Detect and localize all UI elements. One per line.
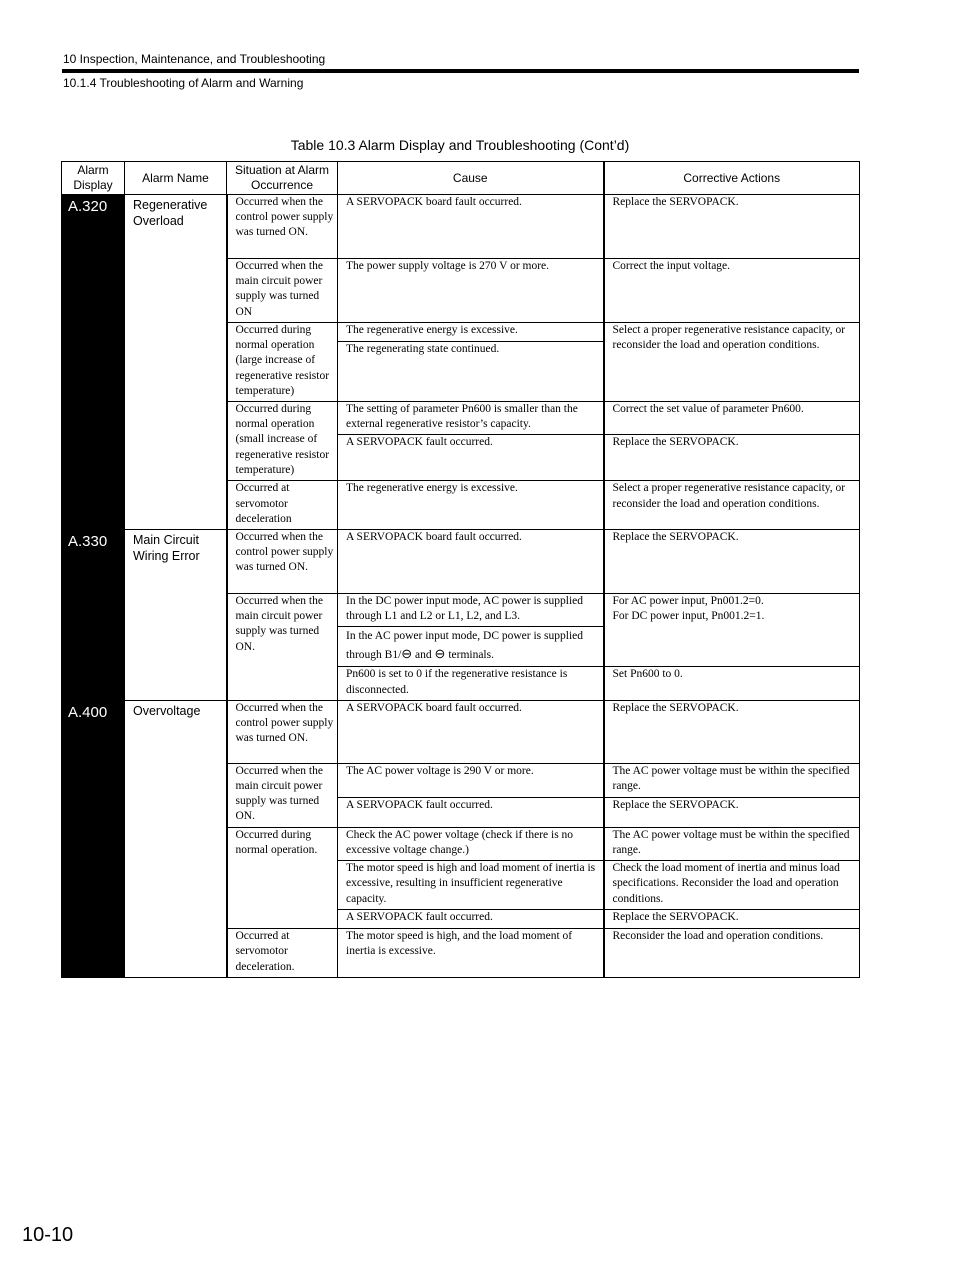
action-cell: Correct the set value of parameter Pn600. xyxy=(604,402,860,435)
cause-cell: The regenerating state continued. xyxy=(338,342,604,402)
cause-text: In the AC power input mode, DC power is supplied through B1/ xyxy=(346,630,584,662)
header-alarm-display: Alarm Display xyxy=(62,162,125,195)
minus-terminal-icon: ⊖ xyxy=(434,646,446,662)
table-header-row xyxy=(62,162,860,195)
header-alarm-name: Alarm Name xyxy=(125,162,227,195)
situation-cell: Occurred during normal operation (small increase of regenerative resistor temperature) xyxy=(227,402,338,481)
situation-cell: Occurred at servomotor deceleration. xyxy=(227,929,338,978)
alarm-code: A.330 xyxy=(62,530,125,701)
alarm-name: Overvoltage xyxy=(125,700,227,977)
cause-cell: A SERVOPACK board fault occurred. xyxy=(338,700,604,763)
action-cell: Correct the input voltage. xyxy=(604,259,860,323)
cause-cell xyxy=(338,627,604,667)
cause-cell: A SERVOPACK board fault occurred. xyxy=(338,530,604,594)
action-line: For AC power input, Pn001.2=0. xyxy=(612,595,764,608)
header-cause: Cause xyxy=(338,162,604,195)
action-cell: Replace the SERVOPACK. xyxy=(604,195,860,259)
cause-cell: The regenerative energy is excessive. xyxy=(338,481,604,530)
action-cell xyxy=(604,594,860,667)
alarm-code: A.400 xyxy=(62,700,125,977)
cause-cell: Pn600 is set to 0 if the regenerative resistance is disconnected. xyxy=(338,667,604,700)
table-caption: Table 10.3 Alarm Display and Troubleshooting (Cont’d) xyxy=(290,137,630,153)
action-cell: The AC power voltage must be within the specified range. xyxy=(604,763,860,797)
chapter-header: 10 Inspection, Maintenance, and Troubleshooting xyxy=(63,52,326,66)
action-cell: Replace the SERVOPACK. xyxy=(604,700,860,763)
cause-text: terminals. xyxy=(448,649,494,662)
cause-cell: The AC power voltage is 290 V or more. xyxy=(338,763,604,797)
action-cell: Set Pn600 to 0. xyxy=(604,667,860,700)
situation-cell: Occurred when the control power supply was turned ON. xyxy=(227,195,338,259)
cause-cell: The power supply voltage is 270 V or more. xyxy=(338,259,604,323)
cause-cell: A SERVOPACK board fault occurred. xyxy=(338,195,604,259)
cause-cell: A SERVOPACK fault occurred. xyxy=(338,910,604,929)
section-header: 10.1.4 Troubleshooting of Alarm and Warning xyxy=(63,76,304,90)
table-row xyxy=(62,195,860,259)
situation-cell: Occurred when the control power supply was turned ON. xyxy=(227,530,338,594)
cause-cell: In the DC power input mode, AC power is supplied through L1 and L2 or L1, L2, and L3. xyxy=(338,594,604,627)
header-rule xyxy=(62,69,859,73)
cause-cell: A SERVOPACK fault occurred. xyxy=(338,435,604,481)
cause-cell: The motor speed is high and load moment of inertia is excessive, resulting in insufficient regenerative capacity. xyxy=(338,861,604,910)
cause-cell: The motor speed is high, and the load moment of inertia is excessive. xyxy=(338,929,604,978)
table-row xyxy=(62,530,860,594)
alarm-name: Regenerative Overload xyxy=(125,195,227,530)
situation-cell: Occurred when the main circuit power supply was turned ON. xyxy=(227,763,338,827)
action-cell: Check the load moment of inertia and minus load specifications. Reconsider the load and operation conditions. xyxy=(604,861,860,910)
alarm-name: Main Circuit Wiring Error xyxy=(125,530,227,701)
alarm-code: A.320 xyxy=(62,195,125,530)
situation-cell: Occurred during normal operation (large increase of regenerative resistor temperature) xyxy=(227,323,338,402)
situation-cell: Occurred when the main circuit power supply was turned ON xyxy=(227,259,338,323)
action-cell: Select a proper regenerative resistance capacity, or reconsider the load and operation conditions. xyxy=(604,323,860,402)
situation-cell: Occurred when the control power supply was turned ON. xyxy=(227,700,338,763)
table-row xyxy=(62,700,860,763)
page-number: 10-10 xyxy=(22,1224,74,1246)
cause-cell: The regenerative energy is excessive. xyxy=(338,323,604,342)
minus-terminal-icon: ⊖ xyxy=(401,646,413,662)
cause-cell: The setting of parameter Pn600 is smaller than the external regenerative resistor’s capacity. xyxy=(338,402,604,435)
action-cell: The AC power voltage must be within the specified range. xyxy=(604,827,860,860)
header-situation: Situation at Alarm Occurrence xyxy=(227,162,338,195)
situation-cell: Occurred at servomotor deceleration xyxy=(227,481,338,530)
cause-cell: A SERVOPACK fault occurred. xyxy=(338,797,604,827)
cause-text: and xyxy=(415,649,432,662)
action-cell: Select a proper regenerative resistance capacity, or reconsider the load and operation conditions. xyxy=(604,481,860,530)
action-line: For DC power input, Pn001.2=1. xyxy=(612,610,765,623)
cause-cell: Check the AC power voltage (check if there is no excessive voltage change.) xyxy=(338,827,604,860)
alarm-table xyxy=(61,161,860,978)
action-cell: Replace the SERVOPACK. xyxy=(604,910,860,929)
header-corrective-actions: Corrective Actions xyxy=(604,162,860,195)
situation-cell: Occurred during normal operation. xyxy=(227,827,338,928)
action-cell: Reconsider the load and operation conditions. xyxy=(604,929,860,978)
action-cell: Replace the SERVOPACK. xyxy=(604,435,860,481)
situation-cell: Occurred when the main circuit power supply was turned ON. xyxy=(227,594,338,701)
action-cell: Replace the SERVOPACK. xyxy=(604,530,860,594)
action-cell: Replace the SERVOPACK. xyxy=(604,797,860,827)
